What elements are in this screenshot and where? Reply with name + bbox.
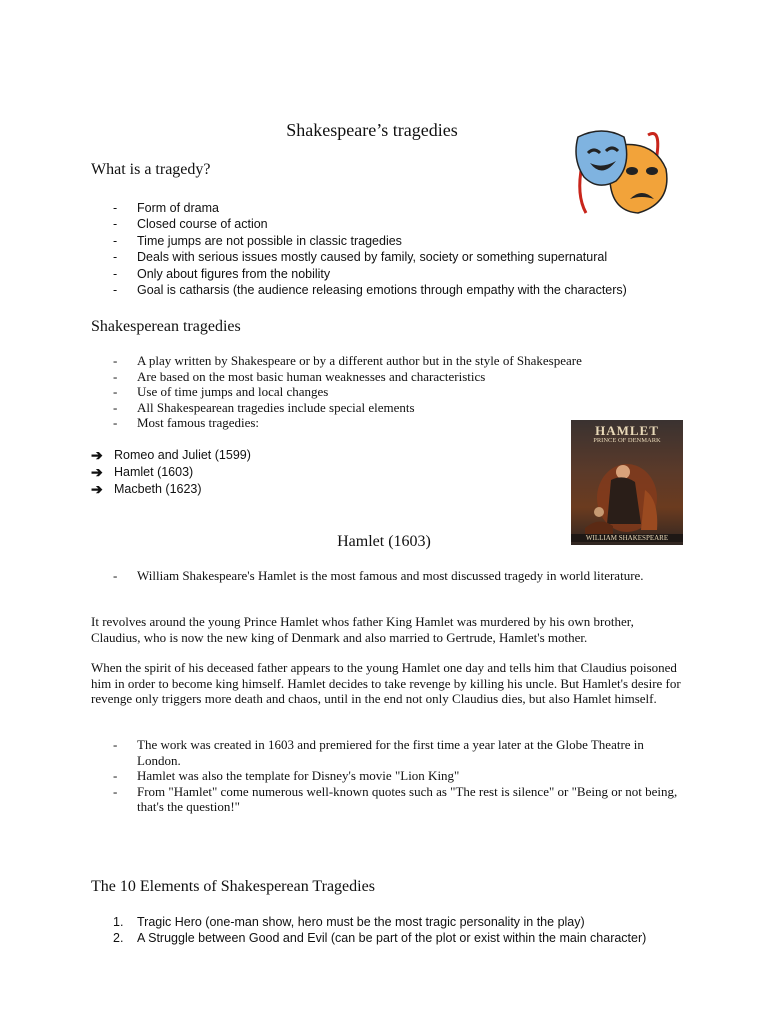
list-item: - The work was created in 1603 and premiered for the first time a year later at the Globe Theatre in London. (91, 737, 681, 768)
list-item: - A play written by Shakespeare or by a different author but in the style of Shakespeare (91, 353, 651, 369)
list-item: - From "Hamlet" come numerous well-known quotes such as "The rest is silence" or "Being or not being, that's the question!" (91, 784, 681, 815)
list-item: - Hamlet was also the template for Disney's movie "Lion King" (91, 768, 681, 784)
arrow-right-icon: ➔ (91, 481, 103, 497)
list-item: - Closed course of action (91, 216, 691, 232)
list-item: ➔ Macbeth (1623) (91, 481, 202, 497)
hamlet-plot-paragraph-2: When the spirit of his deceased father appears to the young Hamlet one day and tells him that Claudius poisoned him in order to become king himself. Hamlet decides to take revenge by killing his uncle. But Hamlet's desire for revenge only triggers more death and chaos, until in the end not only Claudius dies, but also Hamlet himself. (91, 660, 681, 706)
list-item: - All Shakespearean tragedies include special elements (91, 400, 651, 416)
list-item: - Are based on the most basic human weaknesses and characteristics (91, 369, 651, 385)
section-heading-hamlet: Hamlet (1603) (337, 533, 431, 550)
hamlet-intro-list (91, 568, 651, 584)
arrow-right-icon: ➔ (91, 447, 103, 463)
book-title: HAMLET (595, 423, 659, 438)
list-item: ➔ Hamlet (1603) (91, 464, 194, 480)
arrow-right-icon: ➔ (91, 464, 103, 480)
book-subtitle: PRINCE OF DENMARK (593, 437, 661, 444)
section-heading-elements: The 10 Elements of Shakesperean Tragedies (91, 878, 375, 895)
list-item: ➔ Romeo and Juliet (1599) (91, 447, 251, 463)
page-title: Shakespeare’s tragedies (286, 120, 458, 140)
list-item: - Most famous tragedies: (91, 415, 651, 431)
list-item: 2. A Struggle between Good and Evil (can be part of the plot or exist within the main character) (113, 931, 647, 945)
list-item: - Form of drama (91, 200, 691, 216)
list-item: - William Shakespeare's Hamlet is the most famous and most discussed tragedy in world literature. (91, 568, 651, 584)
elements-list (91, 914, 711, 946)
book-author: WILLIAM SHAKESPEARE (571, 534, 683, 542)
list-item: - Use of time jumps and local changes (91, 384, 651, 400)
list-item: - Deals with serious issues mostly caused by family, society or something supernatural (91, 249, 691, 265)
list-item: - Time jumps are not possible in classic tragedies (91, 233, 691, 249)
section-heading-what-is-tragedy: What is a tragedy? (91, 161, 211, 178)
hamlet-book-cover (571, 420, 683, 545)
list-item: - Goal is catharsis (the audience releasing emotions through empathy with the characters) (91, 282, 691, 298)
tragedy-definition-list (91, 200, 691, 298)
shakesperean-list (91, 353, 651, 431)
section-heading-shakesperean: Shakesperean tragedies (91, 318, 241, 335)
list-item: - Only about figures from the nobility (91, 266, 691, 282)
famous-tragedies-list (91, 447, 391, 498)
hamlet-facts-list (91, 737, 681, 815)
list-item: 1. Tragic Hero (one-man show, hero must be the most tragic personality in the play) (113, 915, 585, 929)
hamlet-plot-paragraph: It revolves around the young Prince Hamlet whos father King Hamlet was murdered by his own brother, Claudius, who is now the new king of Denmark and also married to Gertrude, Hamlet's mother. (91, 614, 634, 645)
